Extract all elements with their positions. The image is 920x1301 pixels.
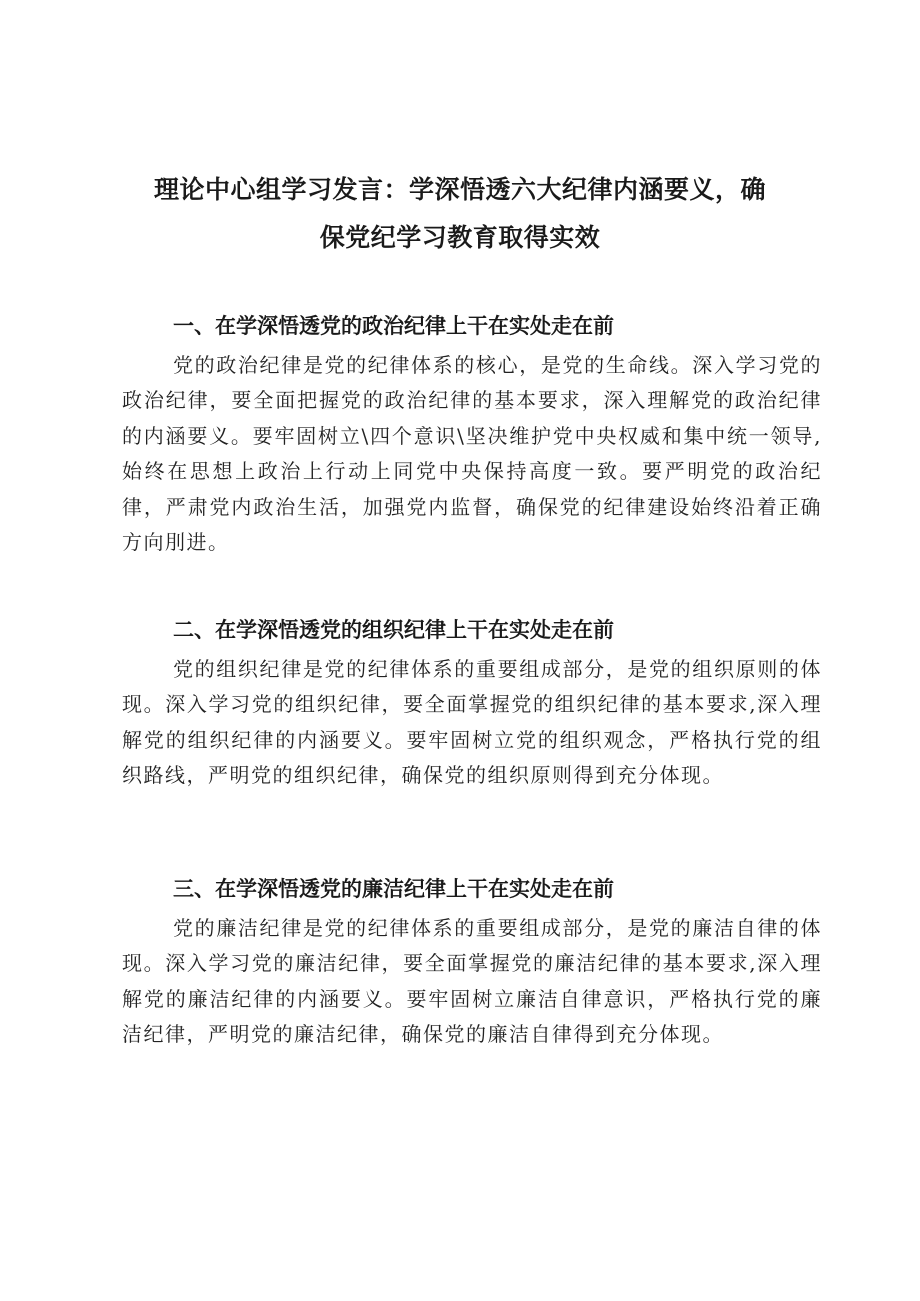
section-heading: 三、在学深悟透党的廉洁纪律上干在实处走在前 — [173, 877, 614, 901]
section-paragraph: 党的组织纪律是党的纪律体系的重要组成部分，是党的组织原则的体现。深入学习党的组织纪律，要全面掌握党的组织纪律的基本要求,深入理解党的组织纪律的内涵要义。要牢固树立党的组织观念，严格执行党的组织路线，严明党的组织纪律，确保党的组织原则得到充分体现。 — [122, 657, 822, 788]
section-integrity-discipline — [122, 873, 822, 1053]
section-paragraph: 党的政治纪律是党的纪律体系的核心，是党的生命线。深入学习党的政治纪律，要全面把握党的政治纪律的基本要求，深入理解党的政治纪律的内涵要义。要牢固树立\四个意识\坚决维护党中央权威和集中统一领导,始终在思想上政治上行动上同党中央保持高度一致。要严明党的政治纪律，严肃党内政治生活，加强党内监督，确保党的纪律建设始终沿着正确方向刖进。 — [122, 353, 822, 555]
document-title — [100, 166, 820, 262]
section-heading: 二、在学深悟透党的组织纪律上干在实处走在前 — [173, 618, 614, 642]
title-line-1: 理论中心组学习发言：学深悟透六大纪律内涵要义，确 — [153, 175, 766, 204]
section-political-discipline — [122, 310, 822, 560]
section-paragraph: 党的廉洁纪律是党的纪律体系的重要组成部分，是党的廉洁自律的体现。深入学习党的廉洁纪律，要全面掌握党的廉洁纪律的基本要求,深入理解党的廉洁纪律的内涵要义。要牢固树立廉洁自律意识，严格执行党的廉洁纪律，严明党的廉洁纪律，确保党的廉洁自律得到充分体现。 — [122, 916, 822, 1047]
title-line-2: 保党纪学习教育取得实效 — [319, 223, 601, 252]
section-heading: 一、在学深悟透党的政治纪律上干在实处走在前 — [173, 314, 614, 338]
section-organizational-discipline — [122, 614, 822, 794]
